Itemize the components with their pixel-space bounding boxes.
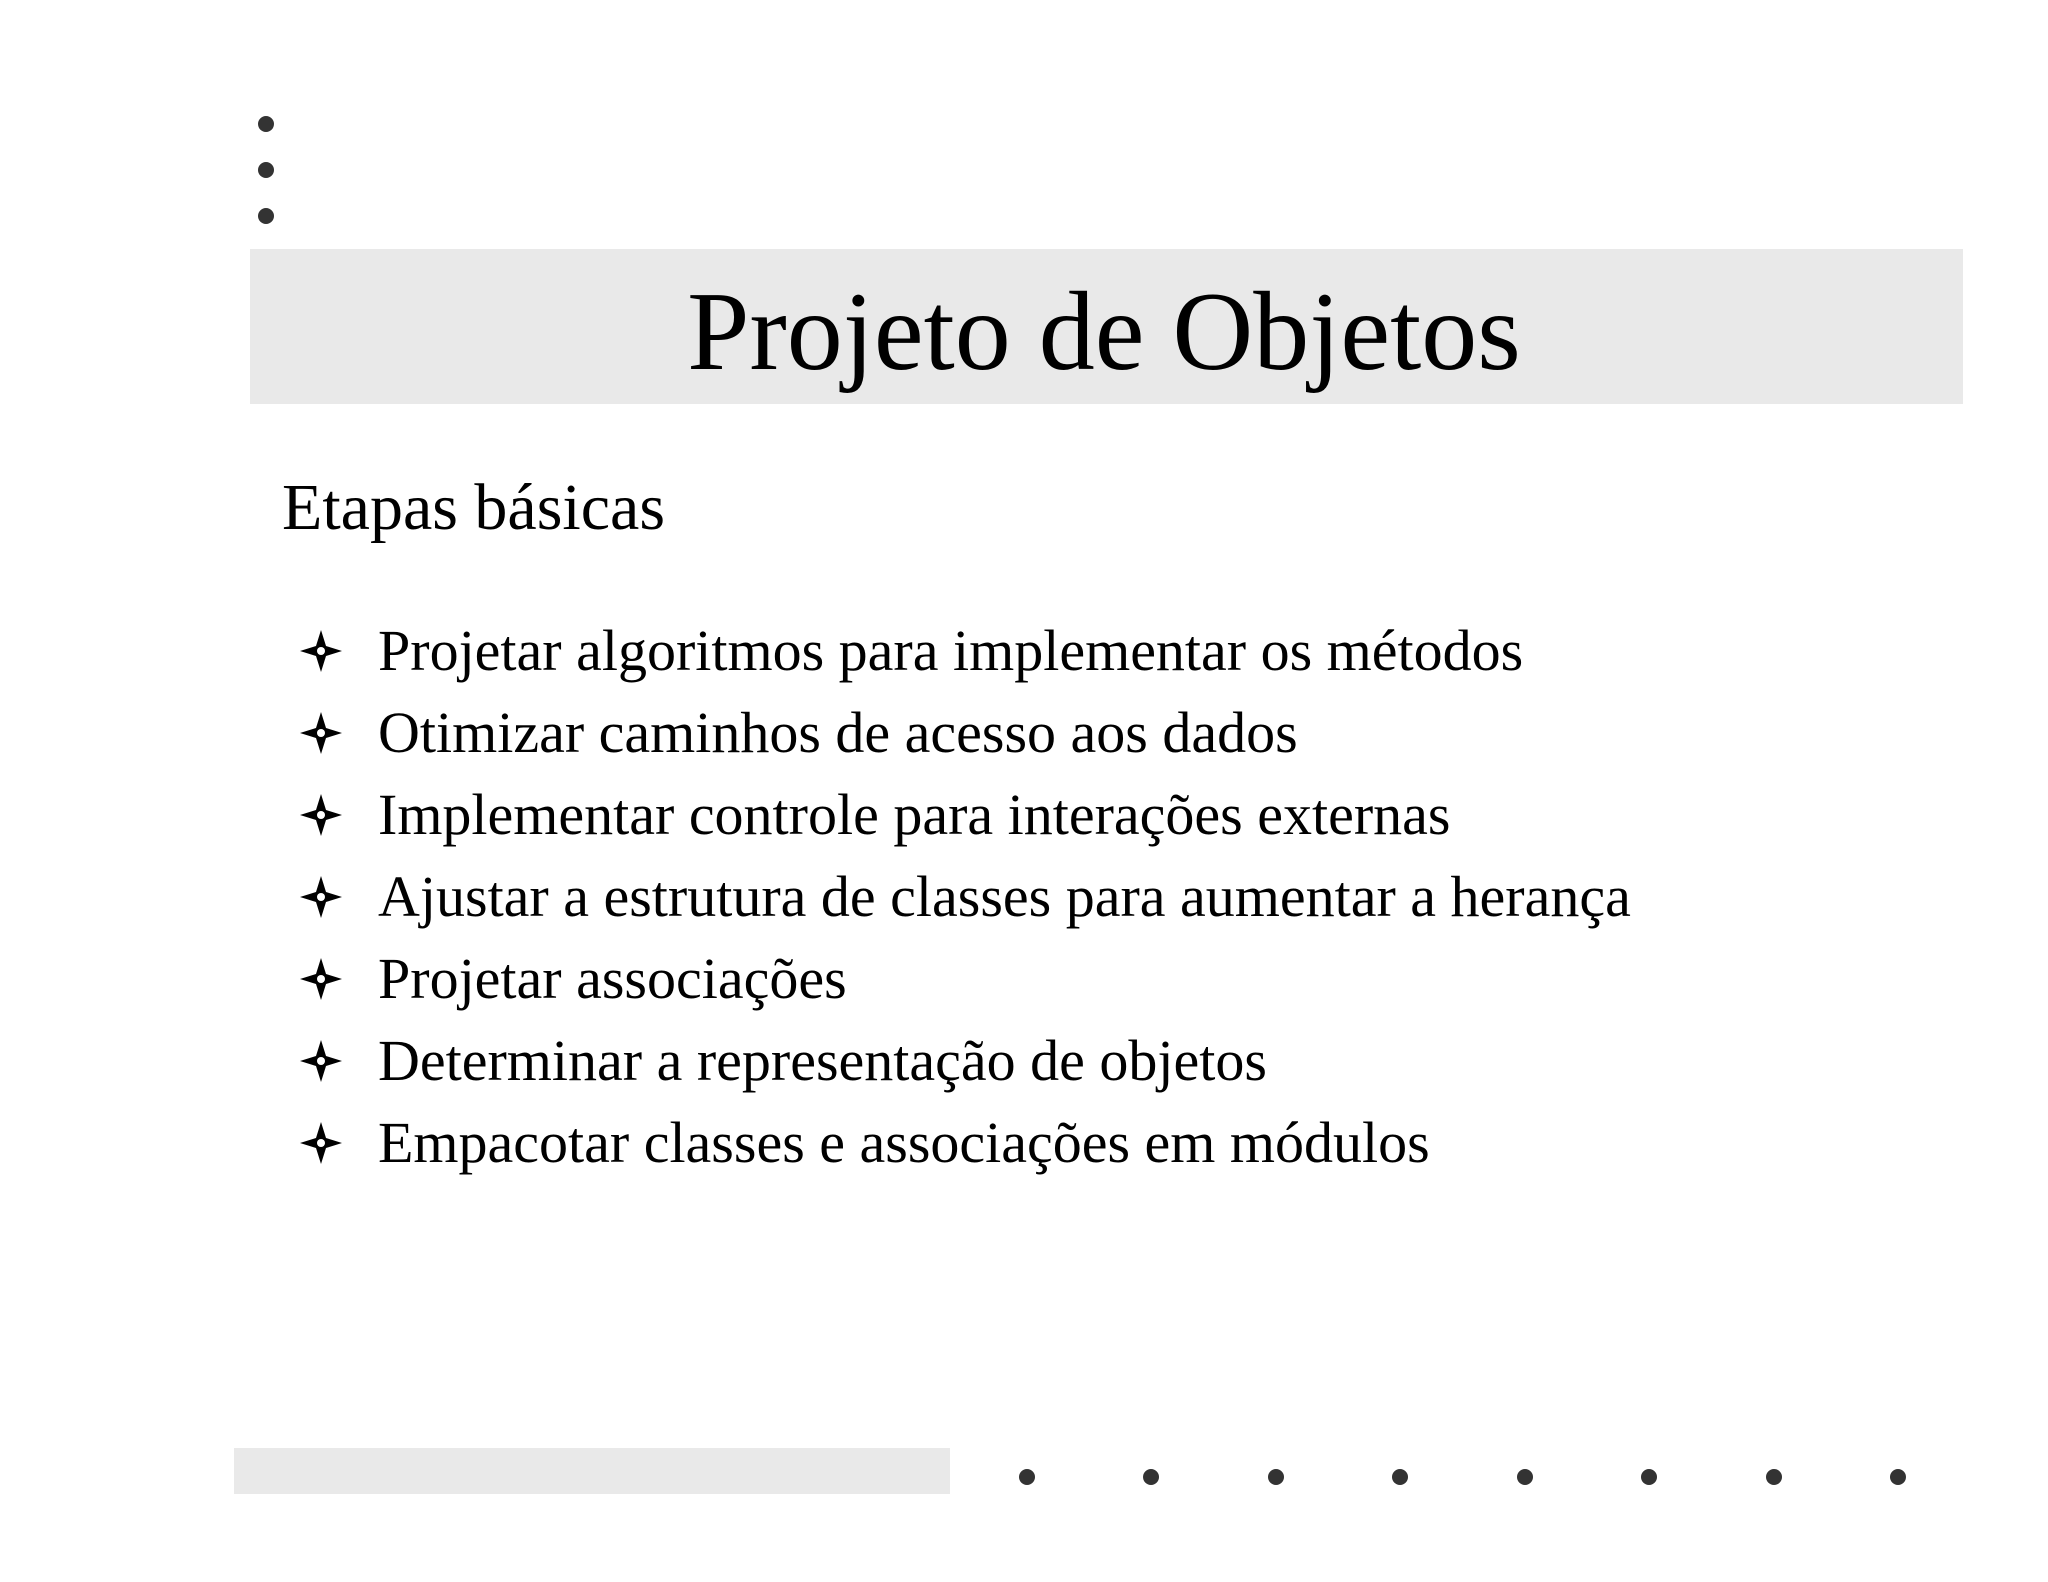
list-item-text: Ajustar a estrutura de classes para aumentar a herança <box>378 864 1631 929</box>
decor-dot <box>1019 1469 1035 1485</box>
four-point-star-icon <box>298 1038 344 1084</box>
list-item-text: Implementar controle para interações externas <box>378 782 1451 847</box>
decor-dot <box>1143 1469 1159 1485</box>
decor-dot <box>1392 1469 1408 1485</box>
list-item <box>298 774 1631 856</box>
four-point-star-icon <box>298 792 344 838</box>
four-point-star-icon <box>298 710 344 756</box>
list-item <box>298 938 1631 1020</box>
list-item <box>298 1020 1631 1102</box>
decor-dot <box>1268 1469 1284 1485</box>
list-item-text: Projetar associações <box>378 946 847 1011</box>
decor-dot <box>258 162 274 178</box>
decor-dot <box>258 208 274 224</box>
list-item-text: Otimizar caminhos de acesso aos dados <box>378 700 1298 765</box>
list-item <box>298 610 1631 692</box>
section-heading: Etapas básicas <box>282 471 666 544</box>
list-item <box>298 692 1631 774</box>
page-title: Projeto de Objetos <box>687 270 1521 394</box>
four-point-star-icon <box>298 1120 344 1166</box>
footer-band <box>234 1448 950 1494</box>
bullet-list <box>298 610 1631 1184</box>
list-item-text: Determinar a representação de objetos <box>378 1028 1267 1093</box>
decor-dot <box>1766 1469 1782 1485</box>
four-point-star-icon <box>298 874 344 920</box>
four-point-star-icon <box>298 956 344 1002</box>
four-point-star-icon <box>298 628 344 674</box>
decor-dot <box>1517 1469 1533 1485</box>
list-item-text: Projetar algoritmos para implementar os métodos <box>378 618 1524 683</box>
decor-dot <box>258 116 274 132</box>
decor-dot <box>1641 1469 1657 1485</box>
list-item <box>298 1102 1631 1184</box>
list-item-text: Empacotar classes e associações em módulos <box>378 1110 1430 1175</box>
decor-dot <box>1890 1469 1906 1485</box>
list-item <box>298 856 1631 938</box>
